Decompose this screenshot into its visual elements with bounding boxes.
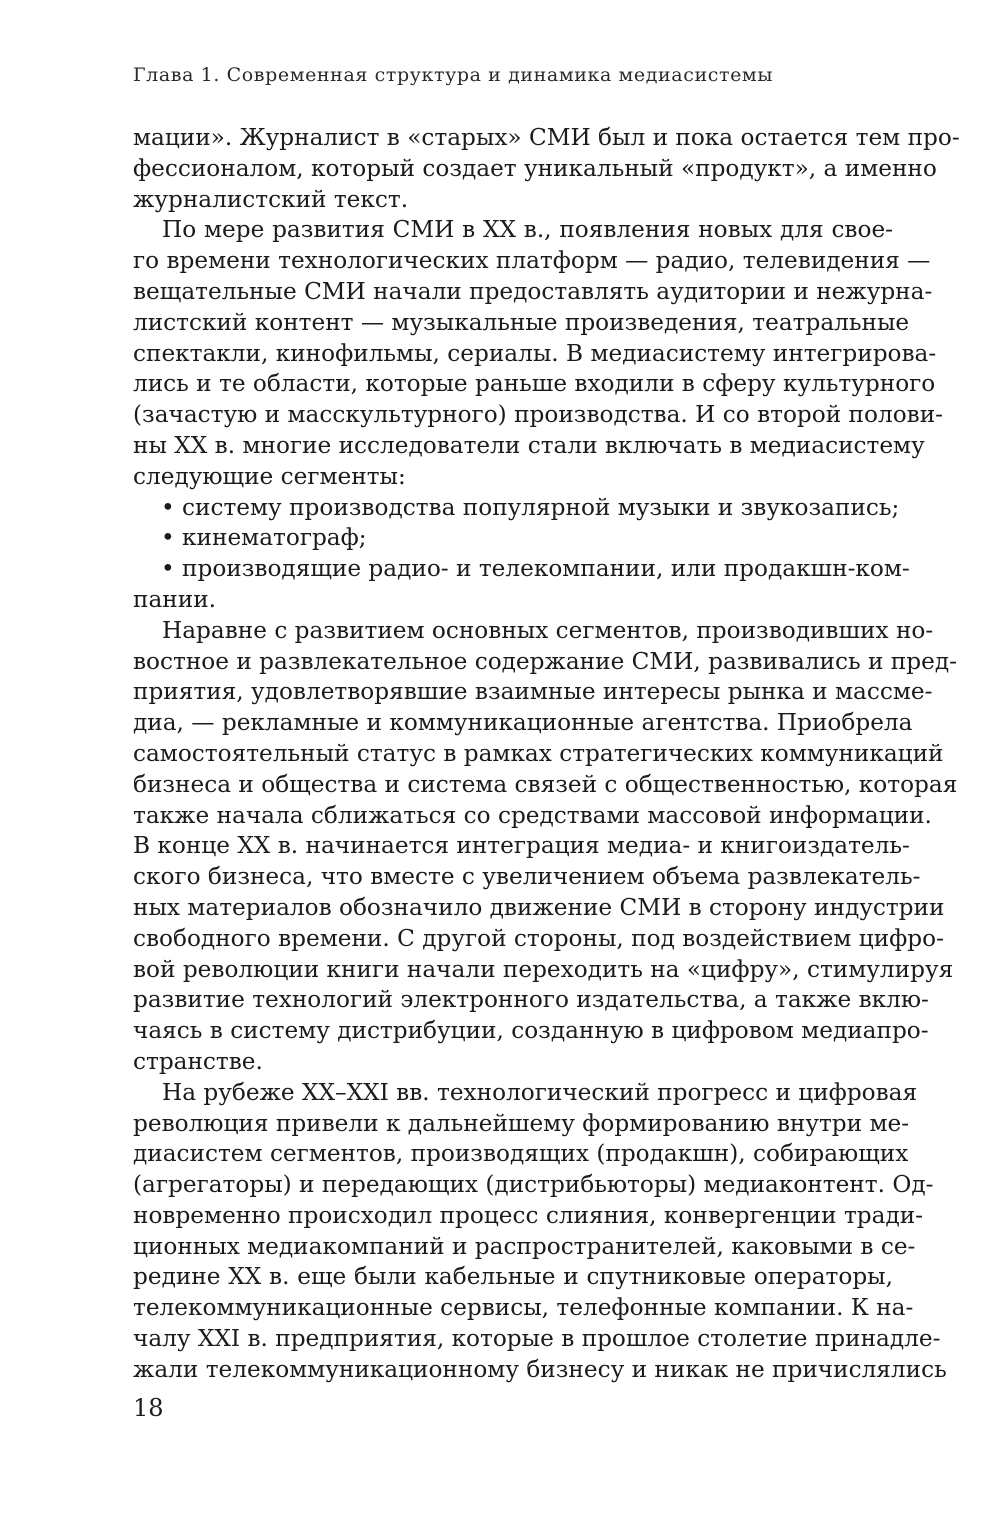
text-line: чалу XXI в. предприятия, которые в прошлое столетие принадле- [133, 1325, 941, 1353]
text-line: развитие технологий электронного издательства, а также вклю- [133, 986, 929, 1014]
text-line: революция привели к дальнейшему формированию внутри ме- [133, 1109, 910, 1137]
text-line: также начала сближаться со средствами массовой информации. [133, 801, 932, 829]
text-line: го времени технологических платформ — радио, телевидения — [133, 247, 931, 275]
list-item: • кинематограф; [161, 524, 367, 552]
text-line: новременно происходил процесс слияния, конвергенции тради- [133, 1201, 924, 1229]
page-number: 18 [133, 1394, 164, 1422]
text-line: пании. [133, 585, 217, 613]
text-line: листский контент — музыкальные произведения, театральные [133, 308, 910, 336]
text-line: бизнеса и общества и система связей с общественностью, которая [133, 770, 958, 798]
list-item: • систему производства популярной музыки и звукозапись; [161, 493, 900, 521]
text-line: ны XX в. многие исследователи стали включать в медиасистему [133, 431, 925, 459]
text-line: вой революции книги начали переходить на «цифру», стимулируя [133, 955, 954, 983]
text-line: В конце XX в. начинается интеграция медиа- и книгоиздатель- [133, 832, 910, 860]
text-line: редине XX в. еще были кабельные и спутниковые операторы, [133, 1263, 893, 1291]
text-line: ционных медиакомпаний и распространителей, каковыми в се- [133, 1232, 916, 1260]
text-line: спектакли, кинофильмы, сериалы. В медиасистему интегрирова- [133, 339, 937, 367]
text-line: журналистский текст. [133, 185, 409, 213]
text-line: следующие сегменты: [133, 462, 406, 490]
text-line: телекоммуникационные сервисы, телефонные компании. К на- [133, 1294, 914, 1322]
list-item: • производящие радио- и телекомпании, или продакшн-ком- [161, 555, 910, 583]
body-text [133, 123, 960, 1386]
text-line: лись и те области, которые раньше входили в сферу культурного [133, 370, 936, 398]
text-line: ского бизнеса, что вместе с увеличением объема развлекатель- [133, 863, 921, 891]
text-line: востное и развлекательное содержание СМИ, развивались и пред- [133, 647, 957, 675]
text-line: (зачастую и масскультурного) производства. И со второй полови- [133, 401, 944, 429]
text-line: мации». Журналист в «старых» СМИ был и пока остается тем про- [133, 124, 960, 151]
text-line: жали телекоммуникационному бизнесу и никак не причислялись [133, 1355, 947, 1383]
text-line: На рубеже XX–XXI вв. технологический прогресс и цифровая [162, 1078, 918, 1106]
text-line: (агрегаторы) и передающих (дистрибьюторы) медиаконтент. Од- [133, 1171, 934, 1199]
text-line: По мере развития СМИ в XX в., появления новых для свое- [162, 216, 893, 244]
text-line: ных материалов обозначило движение СМИ в сторону индустрии [133, 893, 945, 921]
text-line: приятия, удовлетворявшие взаимные интересы рынка и массме- [133, 678, 933, 706]
text-line: самостоятельный статус в рамках стратегических коммуникаций [133, 739, 944, 767]
text-line: диа, — рекламные и коммуникационные агентства. Приобрела [133, 709, 913, 737]
text-line: чаясь в систему дистрибуции, созданную в цифровом медиапро- [133, 1017, 929, 1045]
text-line: Наравне с развитием основных сегментов, производивших но- [162, 616, 934, 644]
text-line: диасистем сегментов, производящих (продакшн), собирающих [133, 1140, 909, 1168]
text-line: вещательные СМИ начали предоставлять аудитории и нежурна- [133, 277, 933, 305]
running-header: Глава 1. Современная структура и динамика медиасистемы [133, 64, 774, 86]
text-line: свободного времени. С другой стороны, под воздействием цифро- [133, 924, 944, 952]
text-line: странстве. [133, 1047, 263, 1075]
text-line: фессионалом, который создает уникальный «продукт», а именно [133, 154, 937, 182]
